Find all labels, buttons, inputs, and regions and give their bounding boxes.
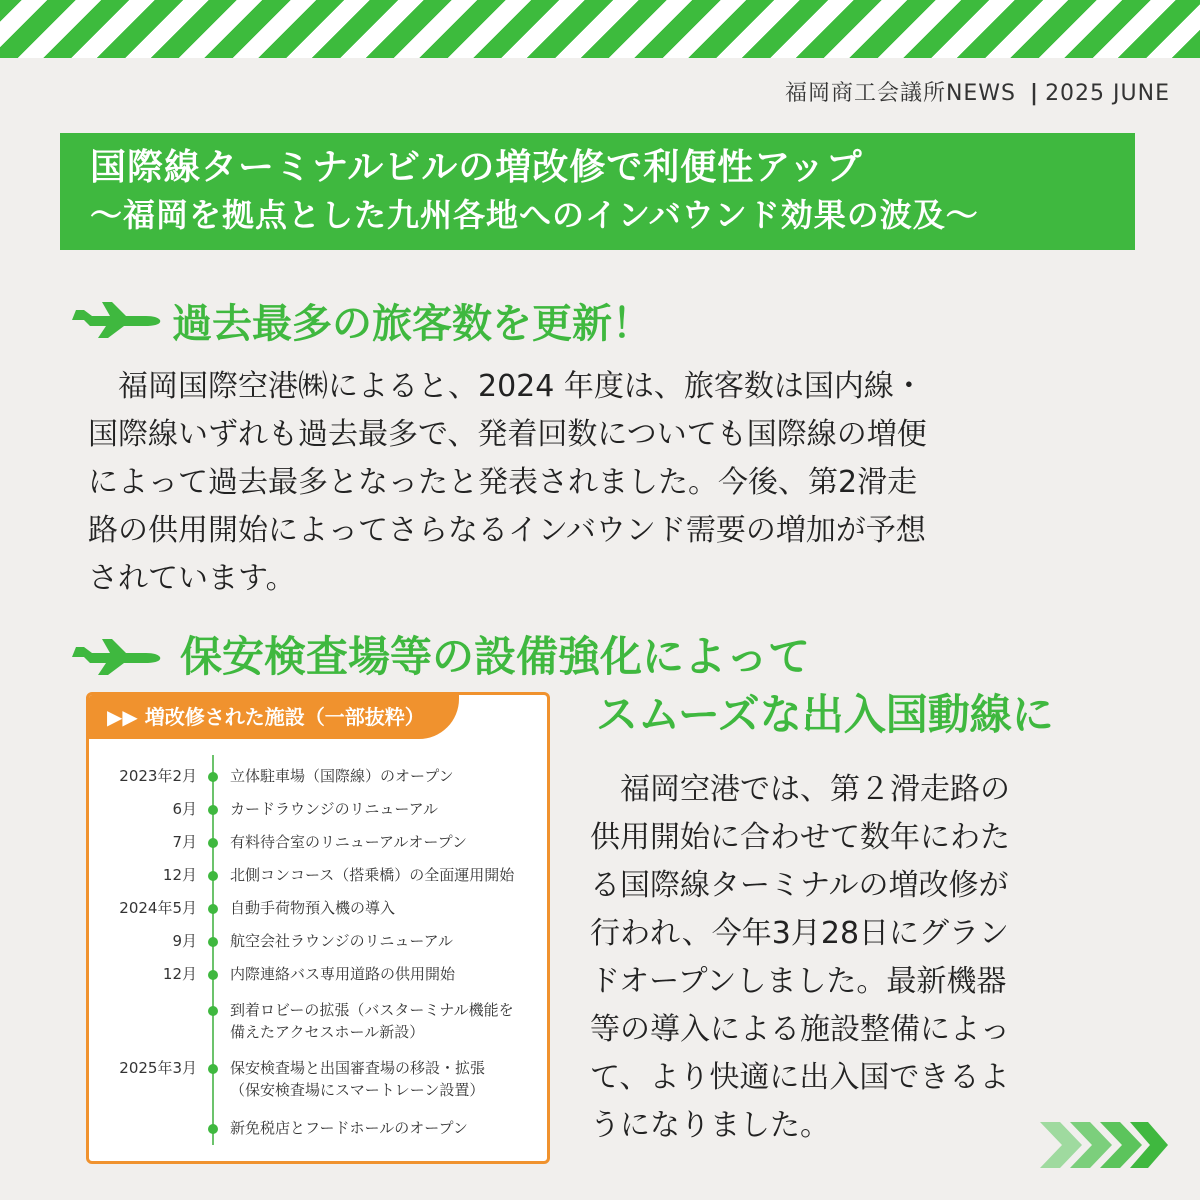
timeline-dot [208, 805, 218, 815]
timeline-item [89, 897, 549, 921]
timeline-date: 6月 [172, 800, 197, 818]
timeline-text: 北側コンコース（搭乗橋）の全面運用開始 [230, 866, 515, 884]
timeline-dot [208, 904, 218, 914]
timeline-item [89, 930, 549, 954]
timeline-dot [208, 838, 218, 848]
timeline-item [89, 1057, 549, 1103]
masthead-separator: | [1030, 81, 1040, 106]
timeline-date: 12月 [162, 866, 197, 884]
timeline-date: 9月 [172, 932, 197, 950]
title-banner [60, 133, 1135, 250]
timeline-item [89, 999, 549, 1045]
timeline-text: 航空会社ラウンジのリニューアル [230, 932, 453, 950]
section2-heading-line1: 保安検査場等の設備強化によって [180, 632, 811, 681]
section1-paragraph [88, 363, 1128, 603]
page-subtitle: ～福岡を拠点とした九州各地へのインバウンド効果の波及～ [90, 196, 979, 234]
section2-heading-line2: スムーズな出入国動線に [596, 690, 1054, 739]
timeline-text: 新免税店とフードホールのオープン [230, 1119, 468, 1137]
timeline-date: 12月 [162, 965, 197, 983]
section1-heading: 過去最多の旅客数を更新！ [172, 301, 652, 347]
timeline-date: 2023年2月 [119, 767, 197, 785]
chevrons-right-icon[interactable] [1040, 1120, 1170, 1170]
airplane-icon [68, 635, 163, 677]
paragraph-line: によって過去最多となったと発表されました。今後、第2滑走 [88, 465, 918, 500]
timeline-item [89, 1117, 549, 1141]
timeline-date: 2025年3月 [119, 1059, 197, 1077]
timeline-item [89, 831, 549, 855]
timeline-text: 自動手荷物預入機の導入 [230, 899, 396, 917]
paragraph-line: る国際線ターミナルの増改修が [590, 868, 1009, 903]
header-stripes [0, 0, 1200, 58]
timeline-text-continued: （保安検査場にスマートレーン設置） [230, 1081, 485, 1099]
paragraph-line: うになりました。 [590, 1108, 830, 1143]
section2-paragraph [590, 766, 1130, 1150]
timeline-item [89, 963, 549, 987]
timeline-box-title: ▶▶ 増改修された施設（一部抜粋） [89, 695, 459, 739]
timeline-dot [208, 937, 218, 947]
timeline-date: 2024年5月 [119, 899, 197, 917]
timeline-dot [208, 1064, 218, 1074]
timeline-item [89, 798, 549, 822]
airplane-icon [68, 298, 163, 340]
paragraph-line: 行われ、今年3月28日にグラン [590, 916, 1010, 951]
timeline-dot [208, 1006, 218, 1016]
timeline-text: カードラウンジのリニューアル [230, 800, 438, 818]
publication-name: 福岡商工会議所NEWS [784, 81, 1017, 106]
timeline-item [89, 765, 549, 789]
timeline-text: 立体駐車場（国際線）のオープン [230, 767, 454, 785]
paragraph-line: 福岡国際空港㈱によると、2024 年度は、旅客数は国内線・ [88, 369, 924, 404]
paragraph-line: ドオープンしました。最新機器 [590, 964, 1007, 999]
timeline-text: 有料待合室のリニューアルオープン [230, 833, 468, 851]
paragraph-line: 路の供用開始によってさらなるインバウンド需要の増加が予想 [88, 513, 926, 548]
paragraph-line: 福岡空港では、第２滑走路の [590, 772, 1010, 807]
timeline-text-continued: 備えたアクセスホール新設） [230, 1023, 425, 1041]
timeline-item [89, 864, 549, 888]
paragraph-line: されています。 [88, 561, 296, 596]
timeline-dot [208, 1124, 218, 1134]
facilities-timeline-box [86, 692, 550, 1164]
timeline-date: 7月 [172, 833, 197, 851]
paragraph-line: 等の導入による施設整備によっ [590, 1012, 1010, 1047]
timeline-dot [208, 970, 218, 980]
masthead [785, 76, 1170, 107]
page-title: 国際線ターミナルビルの増改修で利便性アップ [90, 147, 863, 188]
timeline-text: 内際連絡バス専用道路の供用開始 [230, 965, 456, 983]
paragraph-line: 供用開始に合わせて数年にわた [590, 820, 1010, 855]
timeline-text: 保安検査場と出国審査場の移設・拡張 [230, 1059, 486, 1077]
paragraph-line: 国際線いずれも過去最多で、発着回数についても国際線の増便 [88, 417, 927, 452]
timeline-text: 到着ロビーの拡張（バスターミナル機能を [230, 1001, 514, 1019]
timeline-dot [208, 871, 218, 881]
paragraph-line: て、より快適に出入国できるよ [590, 1060, 1010, 1095]
timeline-dot [208, 772, 218, 782]
issue-label: 2025 JUNE [1045, 81, 1170, 106]
